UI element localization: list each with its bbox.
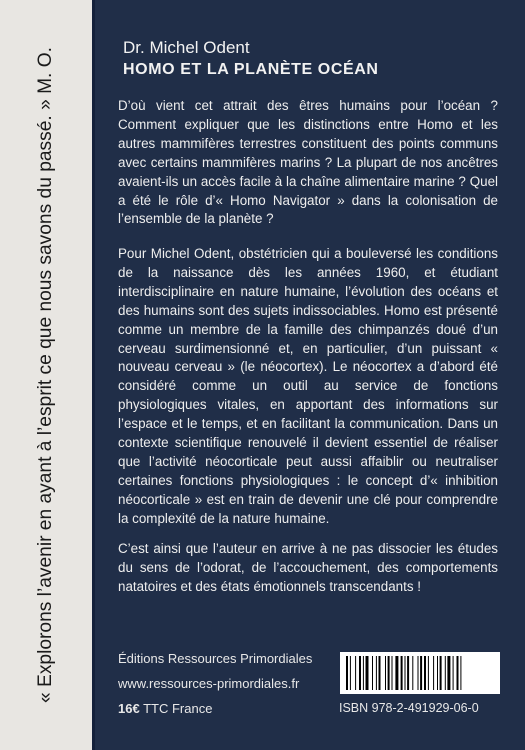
barcode-bar: [424, 656, 426, 690]
barcode-bar: [385, 656, 386, 690]
barcode-bar: [392, 656, 393, 690]
blurb-paragraph-1: D’où vient cet attrait des êtres humains pour l’océan ? Comment expliquer que les distinctions entre Homo et les autres mammifères terrestres constituent des points communs avec certains mammifères marins ? La plupart de nos ancêtres avaient-ils un accès facile à la chaîne alimentaire marine ? Quel a été le rôle d’« Homo Navigator » dans la colonisation de l’ensemble de la planète ?: [118, 98, 498, 227]
barcode-bar: [395, 656, 398, 690]
barcode-bar: [388, 656, 390, 690]
price-suffix: TTC France: [139, 701, 213, 716]
spine-panel: [0, 0, 92, 750]
barcode: [340, 652, 500, 694]
barcode-bar: [363, 656, 364, 690]
author-name: Dr. Michel Odent: [123, 38, 250, 57]
barcode-bar: [355, 656, 356, 690]
barcode-bar: [350, 656, 351, 690]
barcode-bar: [433, 656, 434, 690]
barcode-bar: [447, 656, 450, 690]
barcode-bar: [420, 656, 422, 690]
price: [118, 701, 212, 716]
barcode-graphic: [346, 656, 494, 690]
barcode-bar: [428, 656, 429, 690]
barcode-bar: [359, 656, 361, 690]
barcode-bar: [453, 656, 454, 690]
barcode-bar: [405, 656, 406, 690]
barcode-bar: [460, 656, 461, 690]
barcode-bar: [379, 656, 381, 690]
barcode-bar: [445, 656, 446, 690]
publisher-name: Éditions Ressources Primordiales: [118, 651, 313, 666]
barcode-bar: [412, 656, 413, 690]
barcode-bar: [376, 656, 377, 690]
blurb-paragraph-3: C’est ainsi que l’auteur en arrive à ne pas dissocier les études du sens de l’odorat, de l’accouchement, des comportements natatoires et des états émotionnels transcendants !: [118, 541, 498, 594]
barcode-bar: [372, 656, 373, 690]
isbn: ISBN 978-2-491929-06-0: [339, 701, 479, 715]
book-title: HOMO ET LA PLANÈTE OCÉAN: [123, 61, 379, 78]
barcode-bar: [457, 656, 459, 690]
publisher-website: www.ressources-primordiales.fr: [118, 676, 300, 691]
blurb-paragraph-2: Pour Michel Odent, obstétricien qui a bouleversé les conditions de la naissance dès les années 1960, et étudiant interdisciplinaire en nature humaine, l’évolution des océans et des humains sont des sujets indissociables. Homo est présenté comme un membre de la famille des chimpanzés doué d’un cerveau surdimensionné et, en particulier, d’un puissant « nouveau cerveau » (le néocortex). Le néocortex a d’abord été considéré comme un outil au service de fonctions physiologiques vitales, en apportant des informations sur l’espace et le temps, et en facilitant la communication. Dans un contexte scientifique renouvelé il devient essentiel de réaliser que l’activité néocorticale peut aussi affaiblir ou neutraliser certaines fonctions physiologiques : le concept d’« inhibition néocorticale » est en train de devenir une clé pour comprendre la complexité de la nature humaine.: [118, 246, 498, 526]
barcode-bar: [346, 656, 348, 690]
barcode-bar: [440, 656, 442, 690]
barcode-bar: [407, 656, 409, 690]
barcode-bar: [366, 656, 369, 690]
barcode-bar: [401, 656, 403, 690]
barcode-bar: [437, 656, 438, 690]
barcode-bar: [418, 656, 419, 690]
spine-quote: « Explorons l’avenir en ayant à l’esprit ce que nous savons du passé. » M. O.: [35, 47, 56, 703]
price-value: 16€: [118, 701, 140, 716]
